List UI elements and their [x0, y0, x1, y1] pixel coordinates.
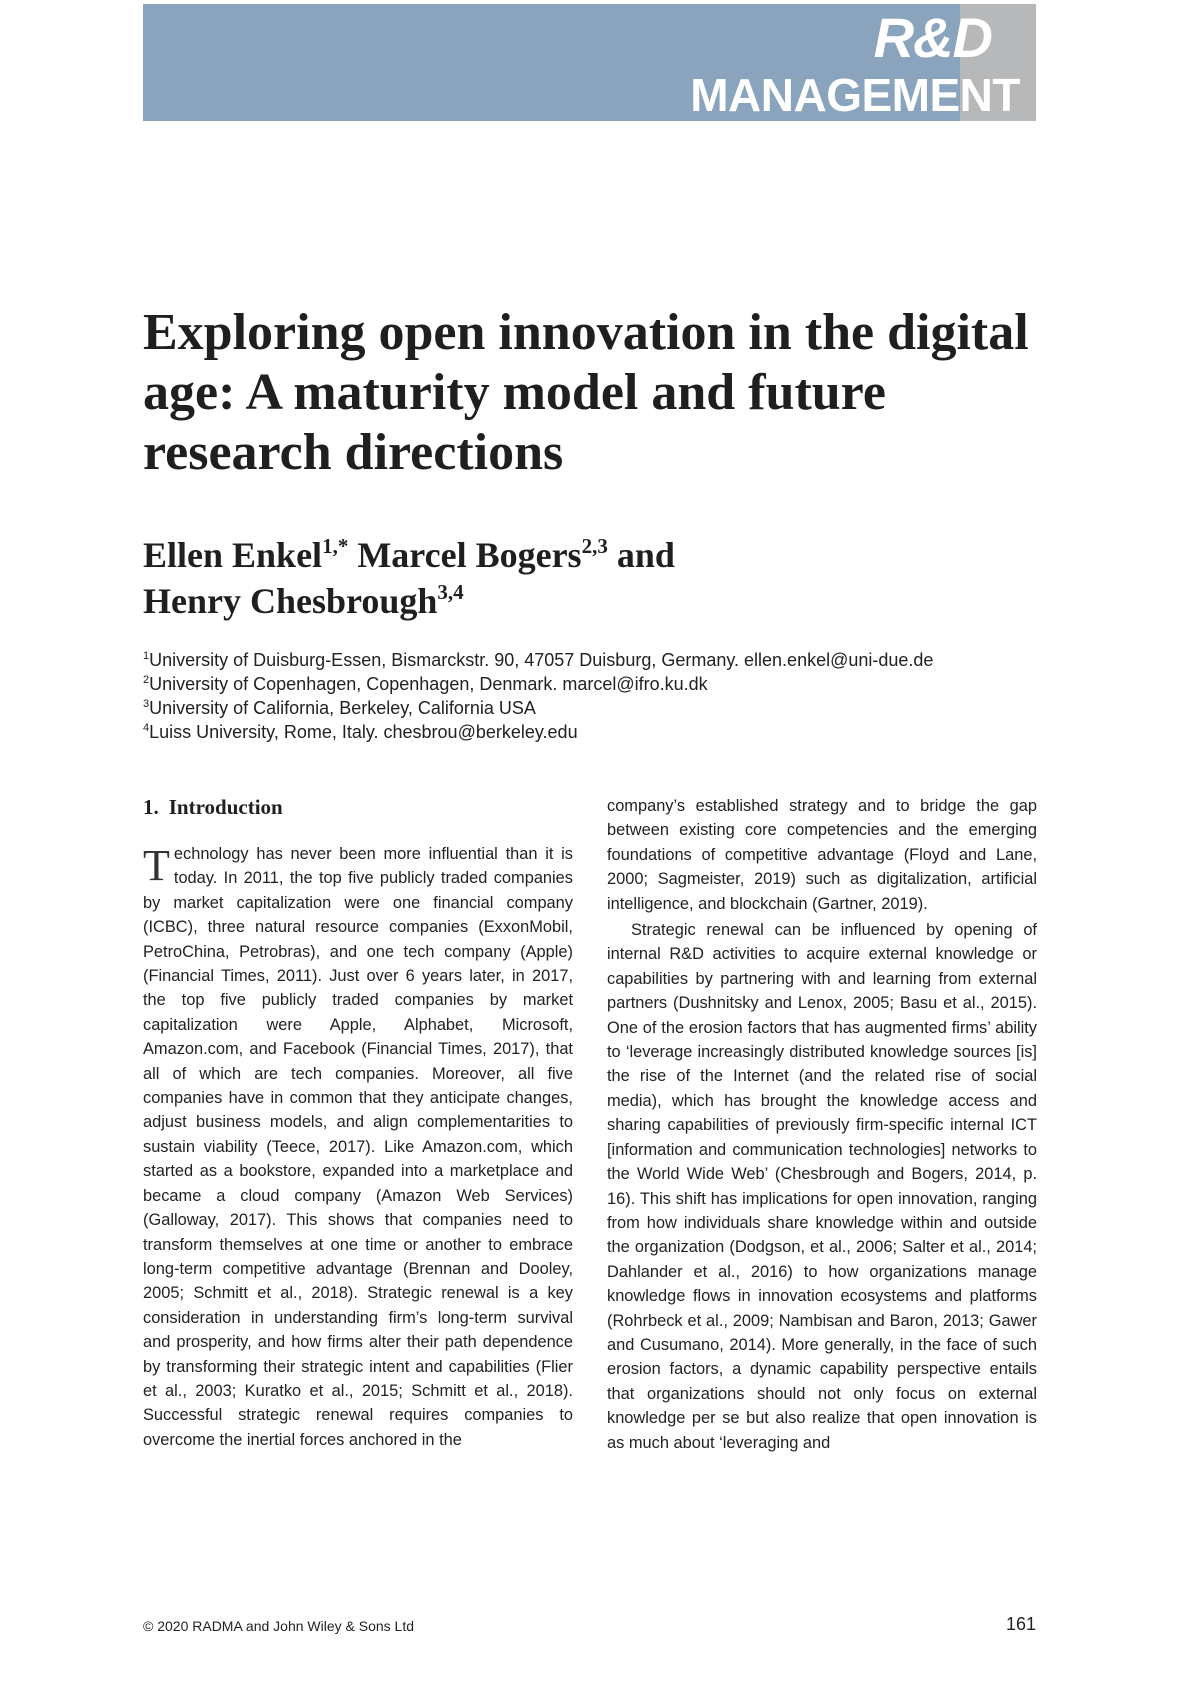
journal-banner	[143, 4, 1036, 121]
affiliation-text: University of California, Berkeley, California USA	[149, 698, 536, 718]
author-affiliation-marker: 2,3	[581, 534, 608, 558]
affiliation-number: 4	[143, 722, 150, 734]
body-paragraph: Strategic renewal can be influenced by opening of internal R&D activities to acquire external knowledge or capabilities by partnering with and learning from external partners (Dushnitsky and Lenox, 2005; Basu et al., 2015). One of the erosion factors that has augmented firms’ ability to ‘leverage increasingly distributed knowledge sources [is] the rise of the Internet (and the related rise of social media), which has brought the knowledge access and sharing capabilities of previously firm-specific internal ICT [information and communication technologies] networks to the World Wide Web’ (Chesbrough and Bogers, 2014, p. 16). This shift has implications for open innovation, ranging from how individuals share knowledge within and outside the organization (Dodgson, et al., 2006; Salter et al., 2014; Dahlander et al., 2016) to how organizations manage knowledge flows in innovation ecosystems and platforms (Rohrbeck et al., 2009; Nambisan and Baron, 2013; Gawer and Cusumano, 2014). More generally, in the face of such erosion factors, a dynamic capability perspective entails that organizations should not only focus on external knowledge per se but also realize that open innovation is as much about ‘leveraging and	[607, 921, 1037, 1452]
author-name: Henry Chesbrough	[143, 581, 438, 621]
author-name: Ellen Enkel	[143, 535, 323, 575]
author-affiliation-marker: 1,*	[322, 534, 349, 558]
copyright-notice: © 2020 RADMA and John Wiley & Sons Ltd	[143, 1618, 415, 1634]
affiliation-text: University of Duisburg-Essen, Bismarckstr. 90, 47057 Duisburg, Germany. ellen.enkel@uni-due.de	[149, 650, 934, 670]
affiliation-number: 3	[143, 698, 150, 710]
body-paragraph: company’s established strategy and to bridge the gap between existing core competencies and the emerging foundations of competitive advantage (Floyd and Lane, 2000; Sagmeister, 2019) such as digitalization, artificial intelligence, and blockchain (Gartner, 2019).	[607, 797, 1037, 913]
drop-cap: T	[143, 841, 170, 890]
author-list	[143, 532, 1043, 624]
affiliation-item	[143, 720, 1043, 744]
author-conjunction: and	[616, 535, 675, 575]
affiliation-list	[143, 648, 1043, 744]
affiliation-number: 2	[143, 674, 150, 686]
section-number: 1.	[143, 795, 159, 819]
affiliation-item	[143, 672, 1043, 696]
affiliation-text: University of Copenhagen, Copenhagen, Denmark. marcel@ifro.ku.dk	[149, 674, 708, 694]
author-affiliation-marker: 3,4	[437, 580, 464, 604]
paragraph-text: echnology has never been more influential than it is today. In 2011, the top five publicly traded companies by market capitalization were one financial company (ICBC), three natural resource companies (ExxonMobil, PetroChina, Petrobras), and one tech company (Apple) (Financial Times, 2011). Just over 6 years later, in 2017, the top five publicly traded companies by market capitalization were Apple, Alphabet, Microsoft, Amazon.com, and Facebook (Financial Times, 2017), that all of which are tech companies. Moreover, all five companies have in common that they anticipate changes, adjust business models, and align complementarities to sustain viability (Teece, 2017). Like Amazon.com, which started as a bookstore, expanded into a marketplace and became a cloud company (Amazon Web Services) (Galloway, 2017). This shows that companies need to transform themselves at one time or another to embrace long-term competitive advantage (Brennan and Dooley, 2005; Schmitt et al., 2018). Strategic renewal is a key consideration in understanding firm’s long-term survival and prosperity, and how firms alter their path dependence by transforming their strategic intent and capabilities (Flier et al., 2003; Kuratko et al., 2015; Schmitt et al., 2018). Successful strategic renewal requires companies to overcome the inertial forces anchored in the	[143, 845, 573, 1449]
journal-logo-management: MANAGEMENT	[690, 69, 1020, 121]
body-column-left	[143, 794, 573, 1452]
affiliation-text: Luiss University, Rome, Italy. chesbrou@berkeley.edu	[149, 722, 578, 742]
affiliation-item	[143, 648, 1043, 672]
affiliation-item	[143, 696, 1043, 720]
article-title: Exploring open innovation in the digital age: A maturity model and future research directions	[143, 304, 1029, 481]
journal-logo-rd: R&D	[873, 6, 992, 69]
section-heading	[143, 794, 573, 820]
section-title: Introduction	[168, 795, 283, 819]
page-number: 161	[1005, 1614, 1036, 1634]
affiliation-number: 1	[143, 650, 150, 662]
author-name: Marcel Bogers	[357, 535, 582, 575]
body-column-right	[607, 794, 1037, 1455]
body-paragraph	[143, 842, 573, 1452]
